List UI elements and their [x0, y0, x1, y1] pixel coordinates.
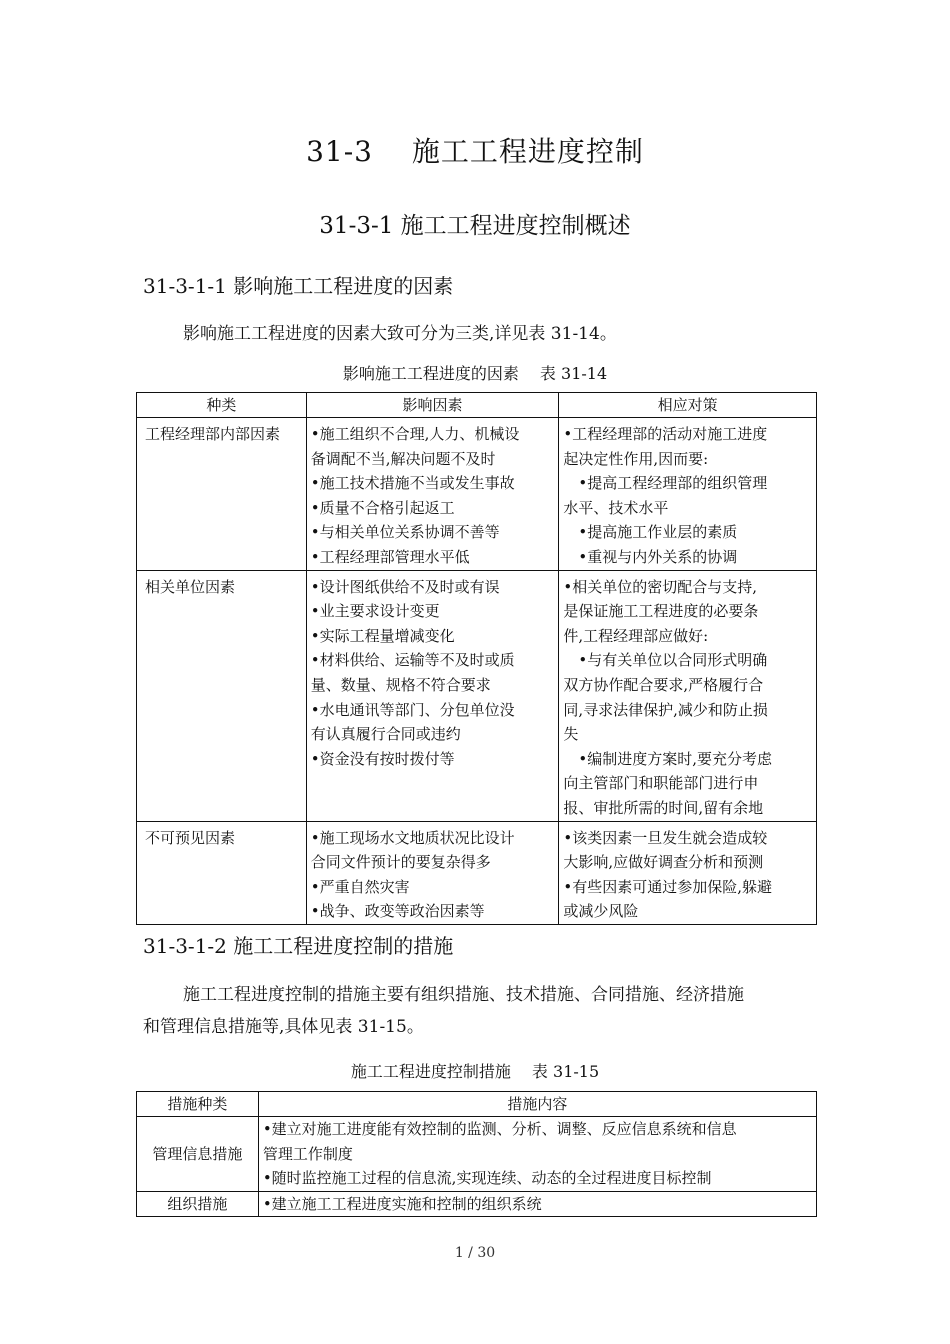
factor-line: 备调配不当,解决问题不及时 [310, 449, 496, 468]
row-measures [559, 821, 817, 924]
factor-line: •设计图纸供给不及时或有误 [310, 577, 500, 596]
measure-line: 或减少风险 [563, 902, 639, 921]
table-row [137, 418, 817, 571]
header-measures: 相应对策 [559, 393, 817, 418]
factor-line: •与相关单位关系协调不善等 [310, 523, 500, 542]
table-row [137, 821, 817, 924]
measure-line: 双方协作配合要求,严格履行合 [563, 675, 764, 694]
factor-line: 量、数量、规格不符合要求 [310, 675, 491, 694]
factor-line: •业主要求设计变更 [310, 602, 440, 621]
chapter-title: 31-3 施工工程进度控制 [306, 135, 644, 168]
factor-line: 有认真履行合同或违约 [310, 725, 461, 744]
row-kind: 组织措施 [137, 1191, 259, 1217]
measure-line: •提高工程经理部的组织管理 [563, 474, 768, 493]
factor-line: •严重自然灾害 [310, 877, 410, 896]
measure-line: •与有关单位以合同形式明确 [563, 651, 768, 670]
factor-line: •工程经理部管理水平低 [310, 547, 470, 566]
factor-line: •资金没有按时拨付等 [310, 749, 455, 768]
measure-line: 同,寻求法律保护,减少和防止损 [563, 700, 768, 719]
content-line: 管理工作制度 [262, 1144, 353, 1163]
table-row [137, 1117, 817, 1192]
row-kind: 相关单位因素 [137, 570, 307, 821]
content-line: •建立对施工进度能有效控制的监测、分析、调整、反应信息系统和信息 [262, 1120, 737, 1138]
table-header-row [137, 393, 817, 418]
header-factors: 影响因素 [306, 393, 559, 418]
subsection-heading-2: 31-3-1-2 施工工程进度控制的措施 [143, 934, 454, 958]
measures-table [136, 1091, 817, 1217]
row-factors [306, 570, 559, 821]
row-measures [559, 418, 817, 571]
factor-line: •施工组织不合理,人力、机械设 [310, 425, 520, 443]
factor-line: •水电通讯等部门、分包单位没 [310, 700, 515, 719]
factors-table [136, 392, 817, 925]
factor-line: •施工技术措施不当或发生事故 [310, 474, 515, 493]
row-factors [306, 418, 559, 571]
measure-line: •相关单位的密切配合与支持, [563, 577, 757, 596]
header-kind: 种类 [137, 393, 307, 418]
measure-line: •提高施工作业层的素质 [563, 523, 738, 542]
row-content [258, 1191, 816, 1217]
section-title: 31-3-1 施工工程进度控制概述 [319, 213, 631, 239]
measure-line: •重视与内外关系的协调 [563, 547, 738, 566]
content-line: •随时监控施工过程的信息流,实现连续、动态的全过程进度目标控制 [262, 1169, 712, 1188]
content-line: •建立施工工程进度实施和控制的组织系统 [262, 1194, 542, 1213]
subsection-heading-1: 31-3-1-1 影响施工工程进度的因素 [143, 274, 454, 298]
paragraph-line: 和管理信息措施等,具体见表 31-15。 [143, 1017, 424, 1037]
table-row [137, 1191, 817, 1217]
factor-line: •实际工程量增减变化 [310, 626, 455, 645]
table-caption-1: 影响施工工程进度的因素 表 31-14 [342, 364, 608, 383]
measure-line: 是保证施工工程进度的必要条 [563, 602, 759, 621]
header-measure-content: 措施内容 [258, 1092, 816, 1117]
measure-line: 失 [563, 725, 579, 744]
row-kind: 管理信息措施 [137, 1117, 259, 1192]
measure-line: •有些因素可通过参加保险,躲避 [563, 877, 772, 896]
measure-line: 件,工程经理部应做好: [563, 626, 709, 645]
table-header-row [137, 1092, 817, 1117]
measure-line: •该类因素一旦发生就会造成较 [563, 828, 768, 847]
factor-line: •质量不合格引起返工 [310, 498, 455, 517]
measure-line: •编制进度方案时,要充分考虑 [563, 749, 772, 768]
header-measure-kind: 措施种类 [137, 1092, 259, 1117]
row-kind: 不可预见因素 [137, 821, 307, 924]
measure-line: 大影响,应做好调查分析和预测 [563, 853, 764, 872]
row-factors [306, 821, 559, 924]
intro-paragraph-2 [143, 979, 823, 1043]
measure-line: 报、审批所需的时间,留有余地 [563, 798, 764, 817]
measure-line: 起决定性作用,因而要: [563, 449, 709, 468]
factor-line: •战争、政变等政治因素等 [310, 902, 485, 921]
paragraph-line: 施工工程进度控制的措施主要有组织措施、技术措施、合同措施、经济措施 [183, 985, 744, 1005]
measure-line: 向主管部门和职能部门进行申 [563, 774, 759, 793]
row-measures [559, 570, 817, 821]
factor-line: •施工现场水文地质状况比设计 [310, 828, 515, 847]
row-content [258, 1117, 816, 1192]
table-caption-2: 施工工程进度控制措施 表 31-15 [350, 1062, 600, 1081]
factor-line: 合同文件预计的要复杂得多 [310, 853, 491, 872]
factor-line: •材料供给、运输等不及时或质 [310, 651, 515, 670]
table-row [137, 570, 817, 821]
measure-line: •工程经理部的活动对施工进度 [563, 425, 768, 443]
page-number: 1 / 30 [454, 1245, 496, 1261]
intro-paragraph-1: 影响施工工程进度的因素大致可分为三类,详见表 31-14。 [183, 324, 617, 344]
measure-line: 水平、技术水平 [563, 498, 669, 517]
row-kind: 工程经理部内部因素 [137, 418, 307, 571]
